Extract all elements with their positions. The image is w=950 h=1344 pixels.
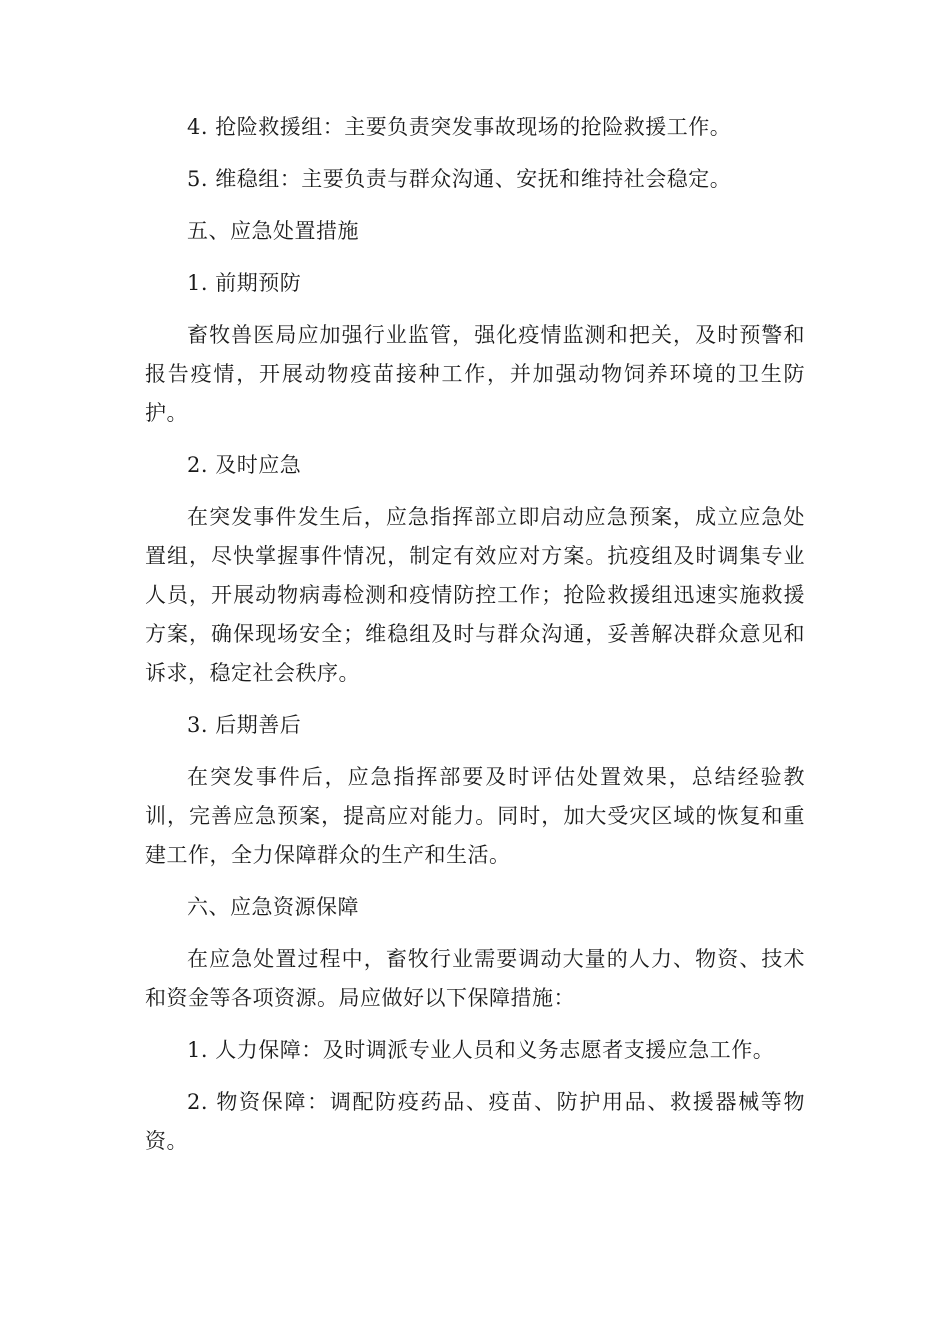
subheading-prevention: 1. 前期预防 — [187, 271, 302, 295]
paragraph-aftermath: 在突发事件后，应急指挥部要及时评估处置效果，总结经验教训，完善应急预案，提高应对能力。同时，加大受灾区域的恢复和重建工作，全力保障群众的生产和生活。 — [145, 765, 805, 867]
subheading-aftermath: 3. 后期善后 — [187, 713, 302, 737]
subheading-timely-response: 2. 及时应急 — [187, 453, 302, 477]
list-item-materials: 2. 物资保障：调配防疫药品、疫苗、防护用品、救援器械等物资。 — [145, 1090, 805, 1153]
list-item-rescue-group: 4. 抢险救援组：主要负责突发事故现场的抢险救援工作。 — [187, 115, 732, 139]
list-item-stability-group: 5. 维稳组：主要负责与群众沟通、安抚和维持社会稳定。 — [187, 167, 732, 191]
list-item-manpower: 1. 人力保障：及时调派专业人员和义务志愿者支援应急工作。 — [187, 1038, 775, 1062]
paragraph-prevention: 畜牧兽医局应加强行业监管，强化疫情监测和把关，及时预警和报告疫情，开展动物疫苗接种工作，并加强动物饲养环境的卫生防护。 — [145, 323, 805, 425]
section-heading-emergency-measures: 五、应急处置措施 — [187, 219, 359, 243]
document-body — [145, 108, 805, 1161]
paragraph-resource-intro: 在应急处置过程中，畜牧行业需要调动大量的人力、物资、技术和资金等各项资源。局应做好以下保障措施： — [145, 947, 805, 1010]
paragraph-timely-response: 在突发事件发生后，应急指挥部立即启动应急预案，成立应急处置组，尽快掌握事件情况，制定有效应对方案。抗疫组及时调集专业人员，开展动物病毒检测和疫情防控工作；抢险救援组迅速实施救援方案，确保现场安全；维稳组及时与群众沟通，妥善解决群众意见和诉求，稳定社会秩序。 — [145, 505, 805, 685]
section-heading-resource-guarantee: 六、应急资源保障 — [187, 895, 359, 919]
